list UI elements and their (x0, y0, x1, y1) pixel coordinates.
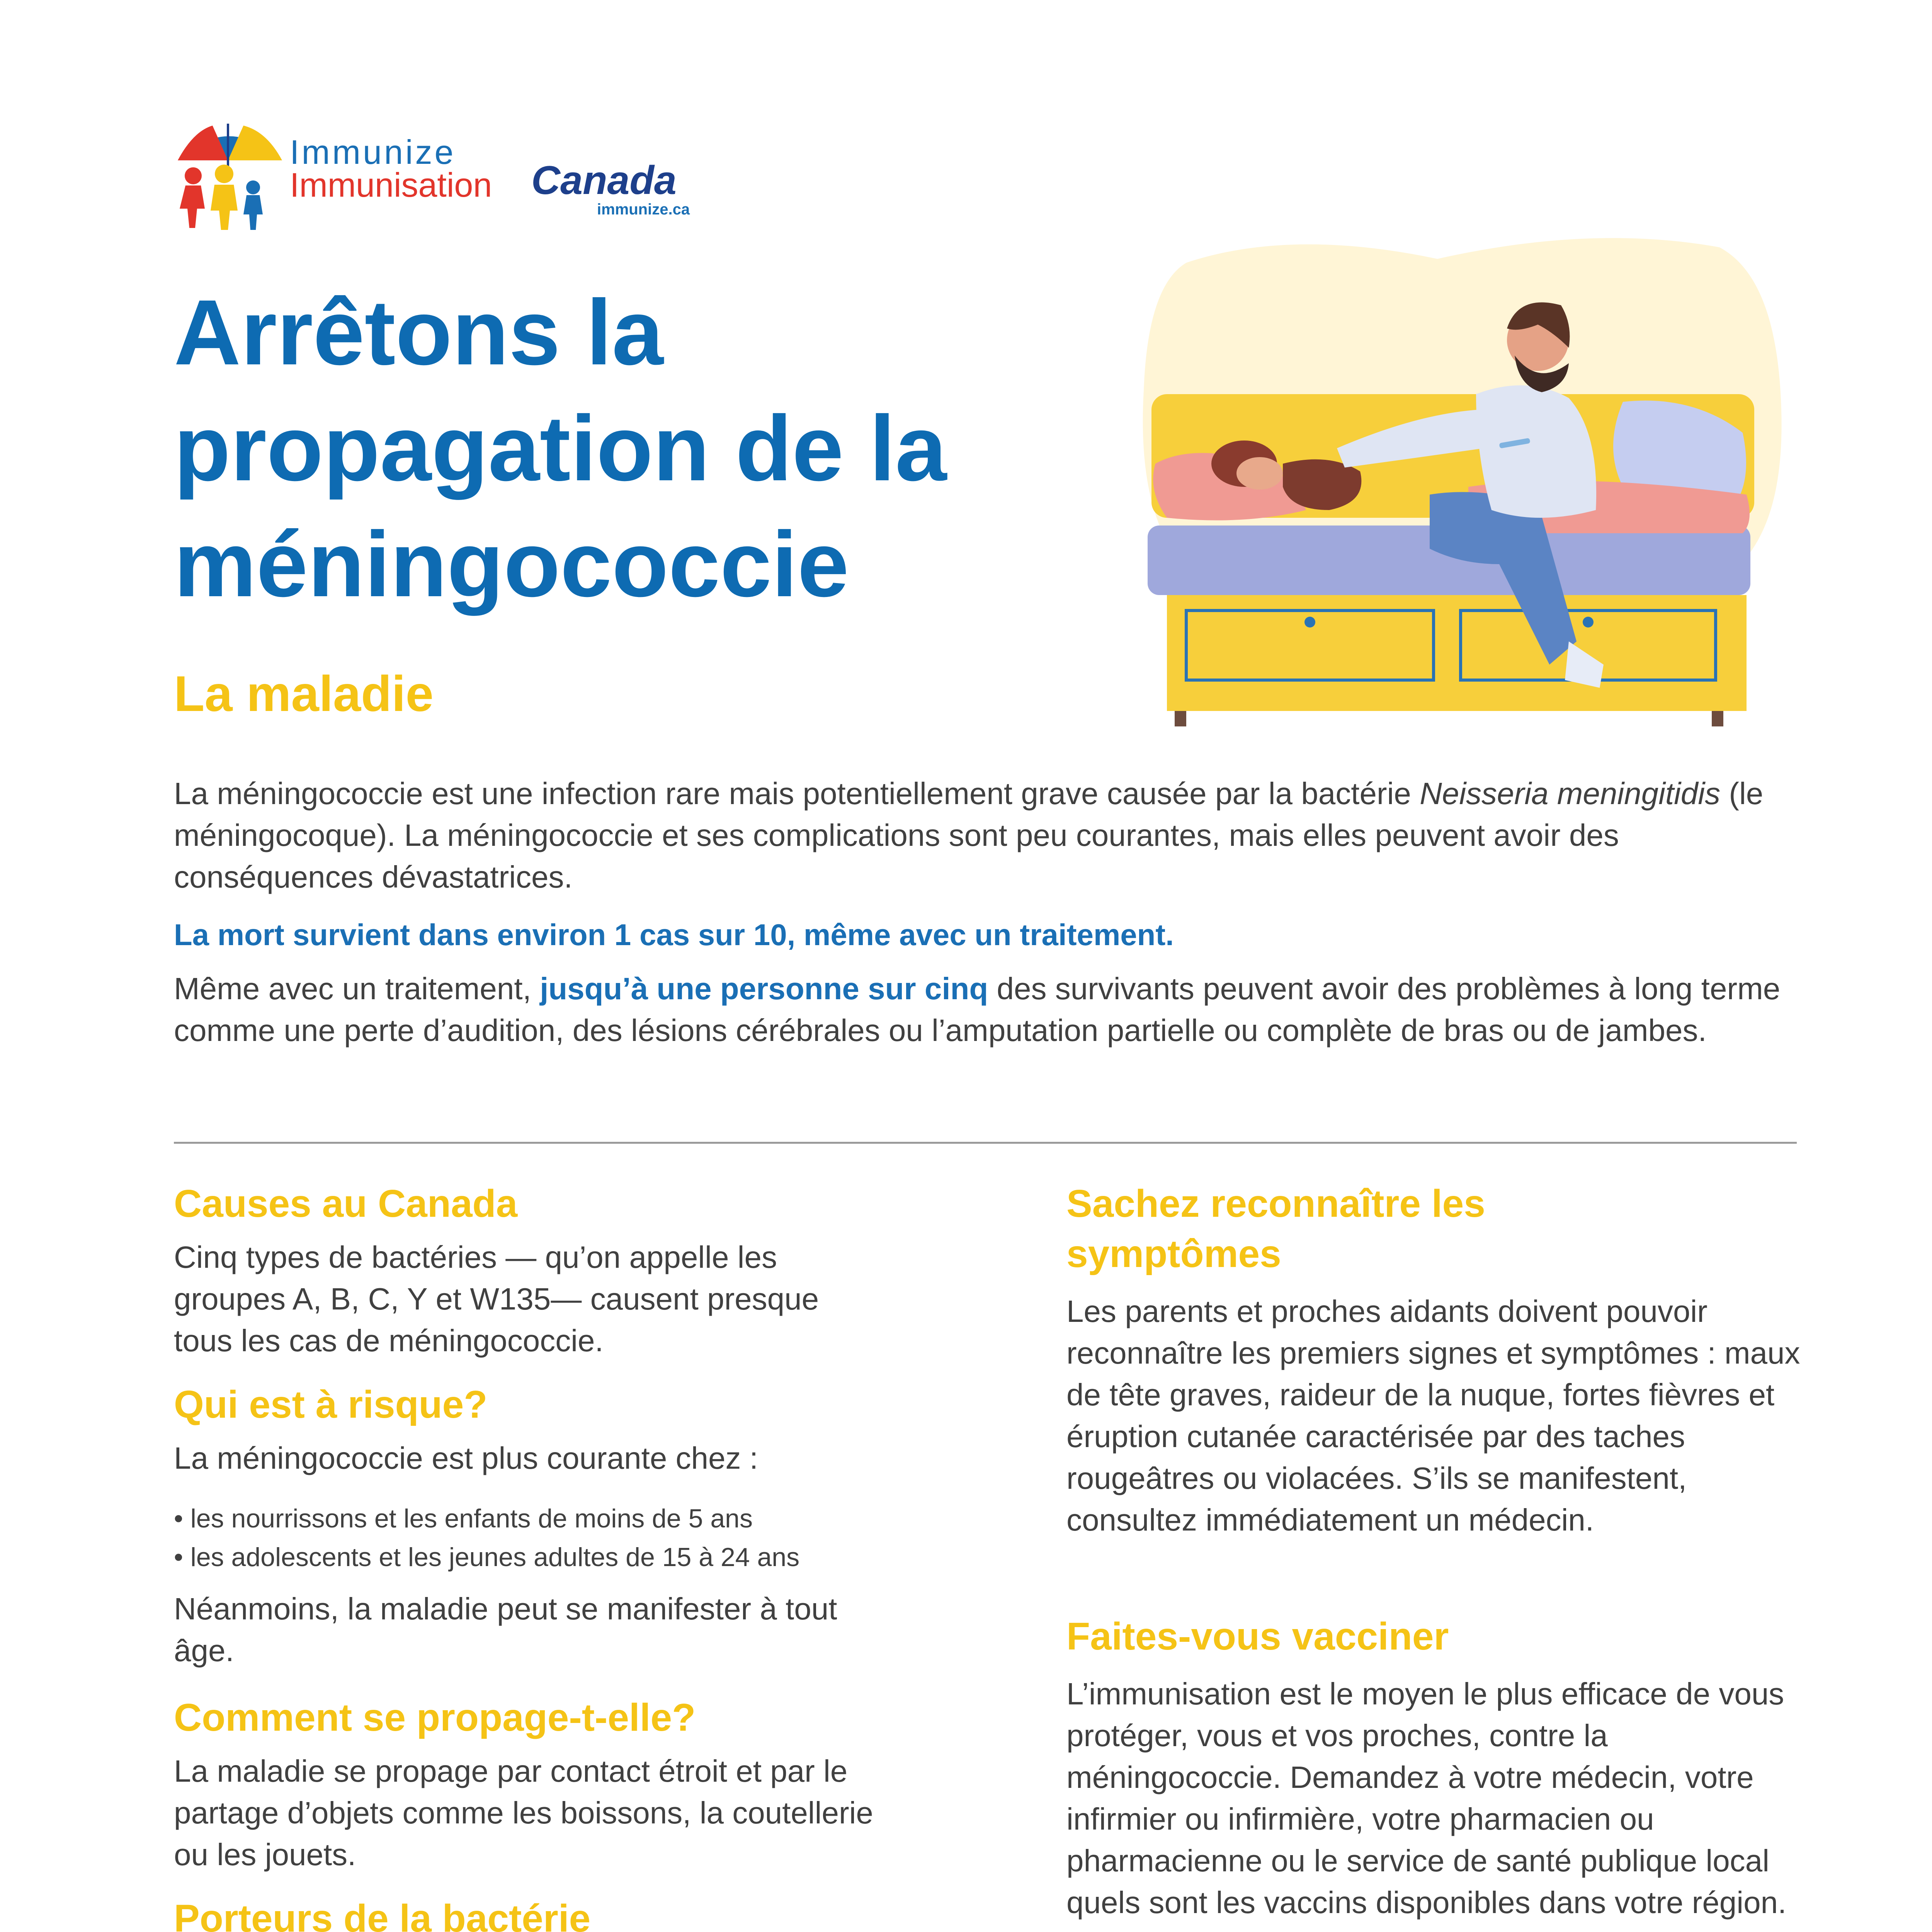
maladie-p2-bold: jusqu’à une personne sur cinq (540, 971, 988, 1006)
symptomes-text: Les parents et proches aidants doivent pouvoir reconnaître les premiers signes et symptômes : maux de tête graves, raideur de la nuque, fortes fièvres et éruption cutanée caractérisée par des taches rougeâtres ou violacées. S’ils se manifestent, consultez immédiatement un médecin. (1066, 1294, 1800, 1537)
heading-porteurs: Porteurs de la bactérie (174, 1897, 591, 1932)
maladie-p1-post: (le méningocoque). La méningococcie et ses complications sont peu courantes, mais elles peuvent avoir des conséquences dévastatrices. (174, 776, 1764, 894)
list-item: • les nourrissons et les enfants de moins de 5 ans (174, 1499, 985, 1538)
maladie-p2-post: des survivants peuvent avoir des problèmes à long terme comme une perte d’audition, des lésions cérébrales ou l’amputation partielle ou complète de bras ou de jambes. (174, 971, 1781, 1048)
maladie-paragraph-2 (174, 968, 1797, 1051)
logo-word-canada: Canada (531, 158, 677, 203)
logo-word-immunize: Immunize (290, 133, 456, 171)
heading-risque: Qui est à risque? (174, 1383, 488, 1426)
risque-bullet-list (174, 1499, 985, 1577)
heading-symptomes: Sachez reconnaître les symptômes (1066, 1182, 1485, 1276)
maladie-p2-pre: Même avec un traitement, (174, 971, 540, 1006)
umbrella-family-logo-icon (170, 116, 286, 232)
risque-intro: La méningococcie est plus courante chez : (174, 1441, 758, 1475)
section-heading-maladie: La maladie (174, 665, 434, 722)
logo-url: immunize.ca (597, 201, 690, 218)
maladie-p1-italic: Neisseria meningitidis (1420, 776, 1721, 811)
vaccin-text: L’immunisation est le moyen le plus efficace de vous protéger, vous et vos proches, contre la méningococcie. Demandez à votre médecin, votre infirmier ou infirmière, votre pharmacien ou pharmacienne ou le service de santé publique local quels sont les vaccins disponibles dans votre région. (1066, 1677, 1787, 1920)
divider-top (174, 1142, 1797, 1144)
maladie-highlight: La mort survient dans environ 1 cas sur 10, même avec un traitement. (174, 918, 1174, 952)
logo-word-immunisation: Immunisation (290, 166, 492, 204)
sick-child-illustration-icon (1090, 216, 1793, 726)
causes-text: Cinq types de bactéries — qu’on appelle les groupes A, B, C, Y et W135— causent presque tous les cas de méningococcie. (174, 1240, 819, 1358)
maladie-paragraph-1 (174, 773, 1797, 898)
page-title: Arrêtons la propagation de la méningococcie (174, 281, 947, 616)
risque-outro: Néanmoins, la maladie peut se manifester à tout âge. (174, 1592, 837, 1668)
heading-propagation: Comment se propage-t-elle? (174, 1696, 696, 1739)
maladie-p1-pre: La méningococcie est une infection rare mais potentiellement grave causée par la bactérie (174, 776, 1420, 811)
logo (170, 116, 690, 232)
propagation-text: La maladie se propage par contact étroit et par le partage d’objets comme les boissons, la coutellerie ou les jouets. (174, 1754, 873, 1872)
heading-vaccin: Faites-vous vacciner (1066, 1615, 1449, 1658)
list-item: • les adolescents et les jeunes adultes de 15 à 24 ans (174, 1538, 985, 1577)
heading-causes: Causes au Canada (174, 1182, 518, 1225)
